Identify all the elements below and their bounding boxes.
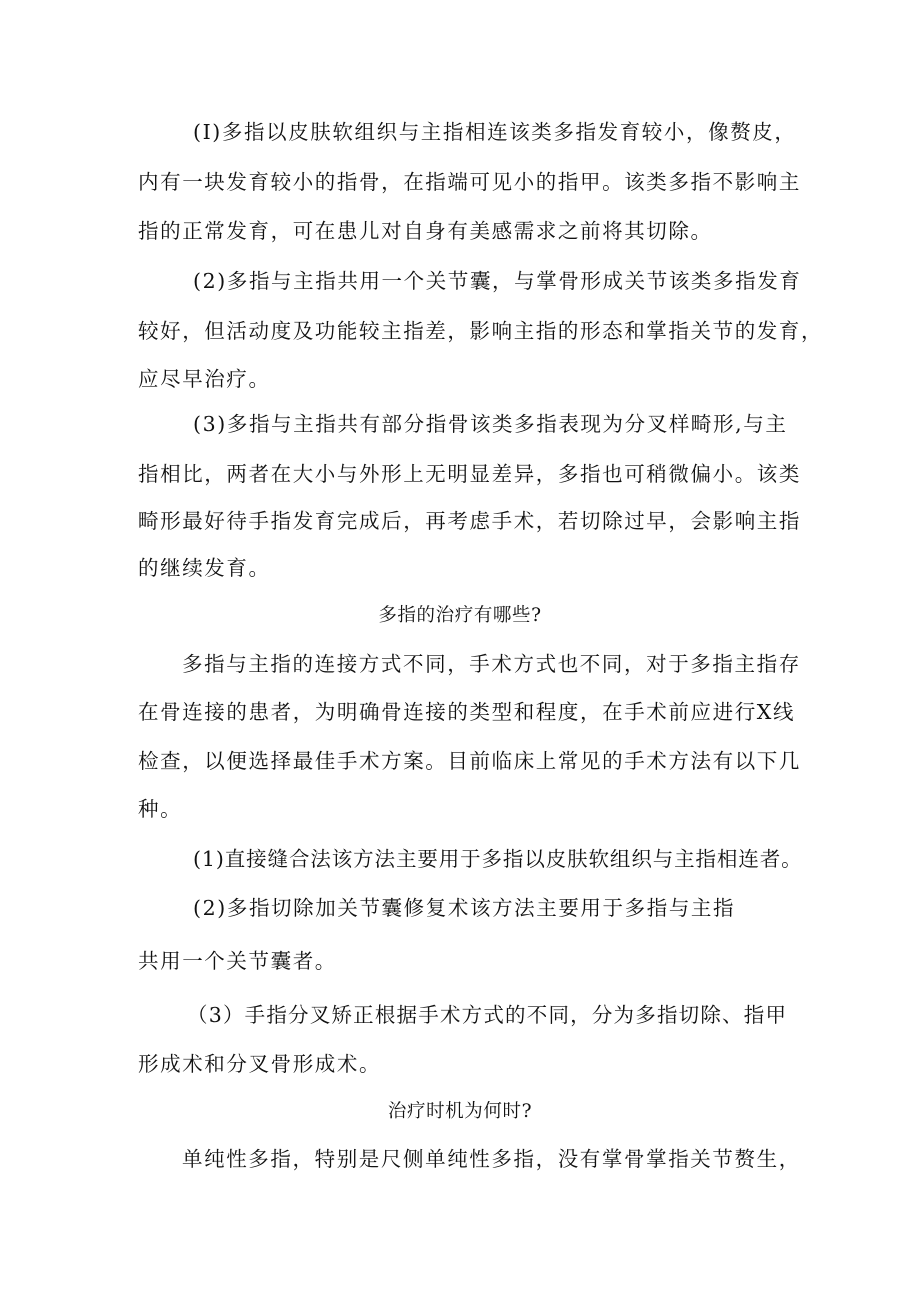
- paragraph-line: 多指与主指的连接方式不同，手术方式也不同，对于多指主指存: [182, 652, 801, 676]
- paragraph-line: 在骨连接的患者，为明确骨连接的类型和程度，在手术前应进行X线: [138, 700, 796, 724]
- paragraph-line: 形成术和分叉骨形成术。: [138, 1052, 382, 1076]
- section-heading: 治疗时机为何时?: [387, 1101, 533, 1122]
- paragraph-line: 共用一个关节囊者。: [138, 949, 337, 973]
- paragraph-line: (I)多指以皮肤软组织与主指相连该类多指发育较小，像赘皮，: [193, 120, 797, 144]
- paragraph-line: (2)多指与主指共用一个关节囊，与掌骨形成关节该类多指发育: [193, 269, 802, 293]
- paragraph-line: 内有一块发育较小的指骨，在指端可见小的指甲。该类多指不影响主: [138, 170, 801, 194]
- paragraph-line: 应尽早治疗。: [138, 367, 271, 391]
- paragraph-line: 指的正常发育，可在患儿对自身有美感需求之前将其切除。: [138, 219, 713, 243]
- section-heading: 多指的治疗有哪些?: [378, 605, 542, 626]
- paragraph-line: 单纯性多指，特别是尺侧单纯性多指，没有掌骨掌指关节赘生，: [182, 1147, 801, 1171]
- paragraph-line: (3)多指与主指共有部分指骨该类多指表现为分叉样畸形,与主: [193, 412, 788, 436]
- paragraph-line: 畸形最好待手指发育完成后，再考虑手术，若切除过早，会影响主指: [138, 509, 801, 533]
- paragraph-line: 检查，以便选择最佳手术方案。目前临床上常见的手术方法有以下几: [138, 749, 801, 773]
- paragraph-line: 指相比，两者在大小与外形上无明显差异，多指也可稍微偏小。该类: [138, 462, 801, 486]
- paragraph-line: (1)直接缝合法该方法主要用于多指以皮肤软组织与主指相连者。: [193, 847, 803, 871]
- paragraph-line: 的继续发育。: [138, 556, 271, 580]
- paragraph-line: 种。: [138, 797, 183, 821]
- paragraph-line: (2)多指切除加关节囊修复术该方法主要用于多指与主指: [193, 896, 736, 920]
- paragraph-line: 较好，但活动度及功能较主指差，影响主指的形态和掌指关节的发育，: [138, 319, 824, 343]
- paragraph-line: （3）手指分叉矫正根据手术方式的不同，分为多指切除、指甲: [187, 1003, 788, 1027]
